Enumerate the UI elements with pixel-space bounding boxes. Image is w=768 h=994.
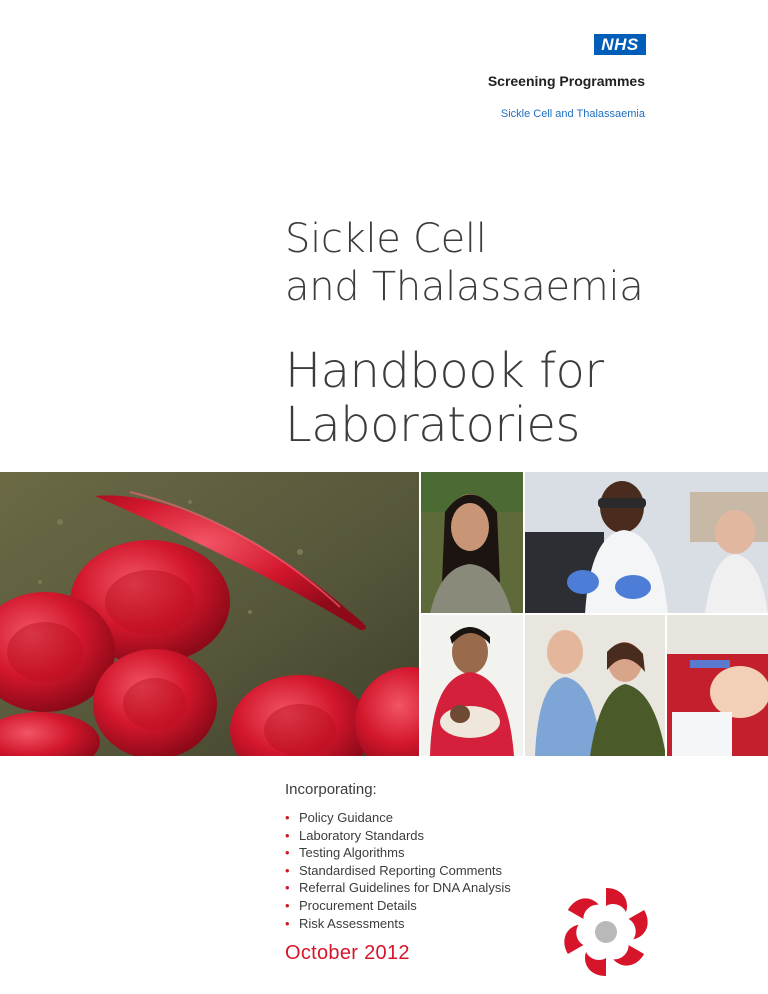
bullet-icon: • <box>285 845 290 861</box>
title-line-3: Handbook for <box>285 343 604 399</box>
blood-sample-photo <box>666 614 768 756</box>
swirl-center <box>595 921 617 943</box>
couple-consultation-photo <box>524 614 666 756</box>
contents-heading: Incorporating: <box>285 781 377 798</box>
list-item: • Policy Guidance <box>285 810 393 825</box>
contents-list <box>285 809 511 932</box>
list-item: • Testing Algorithms <box>285 845 405 861</box>
blood-cells-image <box>0 472 465 756</box>
list-item: • Procurement Details <box>285 897 417 913</box>
title-line-4: Laboratories <box>285 397 580 453</box>
woman-portrait-photo <box>420 472 524 614</box>
title-line-1: Sickle Cell <box>285 216 487 262</box>
bullet-icon: • <box>285 810 290 825</box>
nhs-logo: NHS <box>594 34 646 55</box>
bullet-icon: • <box>285 897 290 913</box>
list-item: • Referral Guidelines for DNA Analysis <box>285 880 511 896</box>
bullet-icon: • <box>285 862 290 878</box>
list-item: • Laboratory Standards <box>285 827 425 843</box>
programme-subtitle: Sickle Cell and Thalassaemia <box>500 108 645 120</box>
father-baby-photo <box>420 614 524 756</box>
sickle-cell-swirl-logo <box>556 882 656 982</box>
publication-date: October 2012 <box>285 942 410 964</box>
bullet-icon: • <box>285 827 290 843</box>
bullet-icon: • <box>285 880 290 896</box>
list-item: • Risk Assessments <box>285 915 405 931</box>
programme-title: Screening Programmes <box>487 73 645 89</box>
list-item: • Standardised Reporting Comments <box>285 862 503 878</box>
cover-photo-collage <box>0 472 768 756</box>
title-line-2: and Thalassaemia <box>285 264 644 310</box>
bullet-icon: • <box>285 915 290 931</box>
lab-scientist-photo <box>524 472 768 614</box>
